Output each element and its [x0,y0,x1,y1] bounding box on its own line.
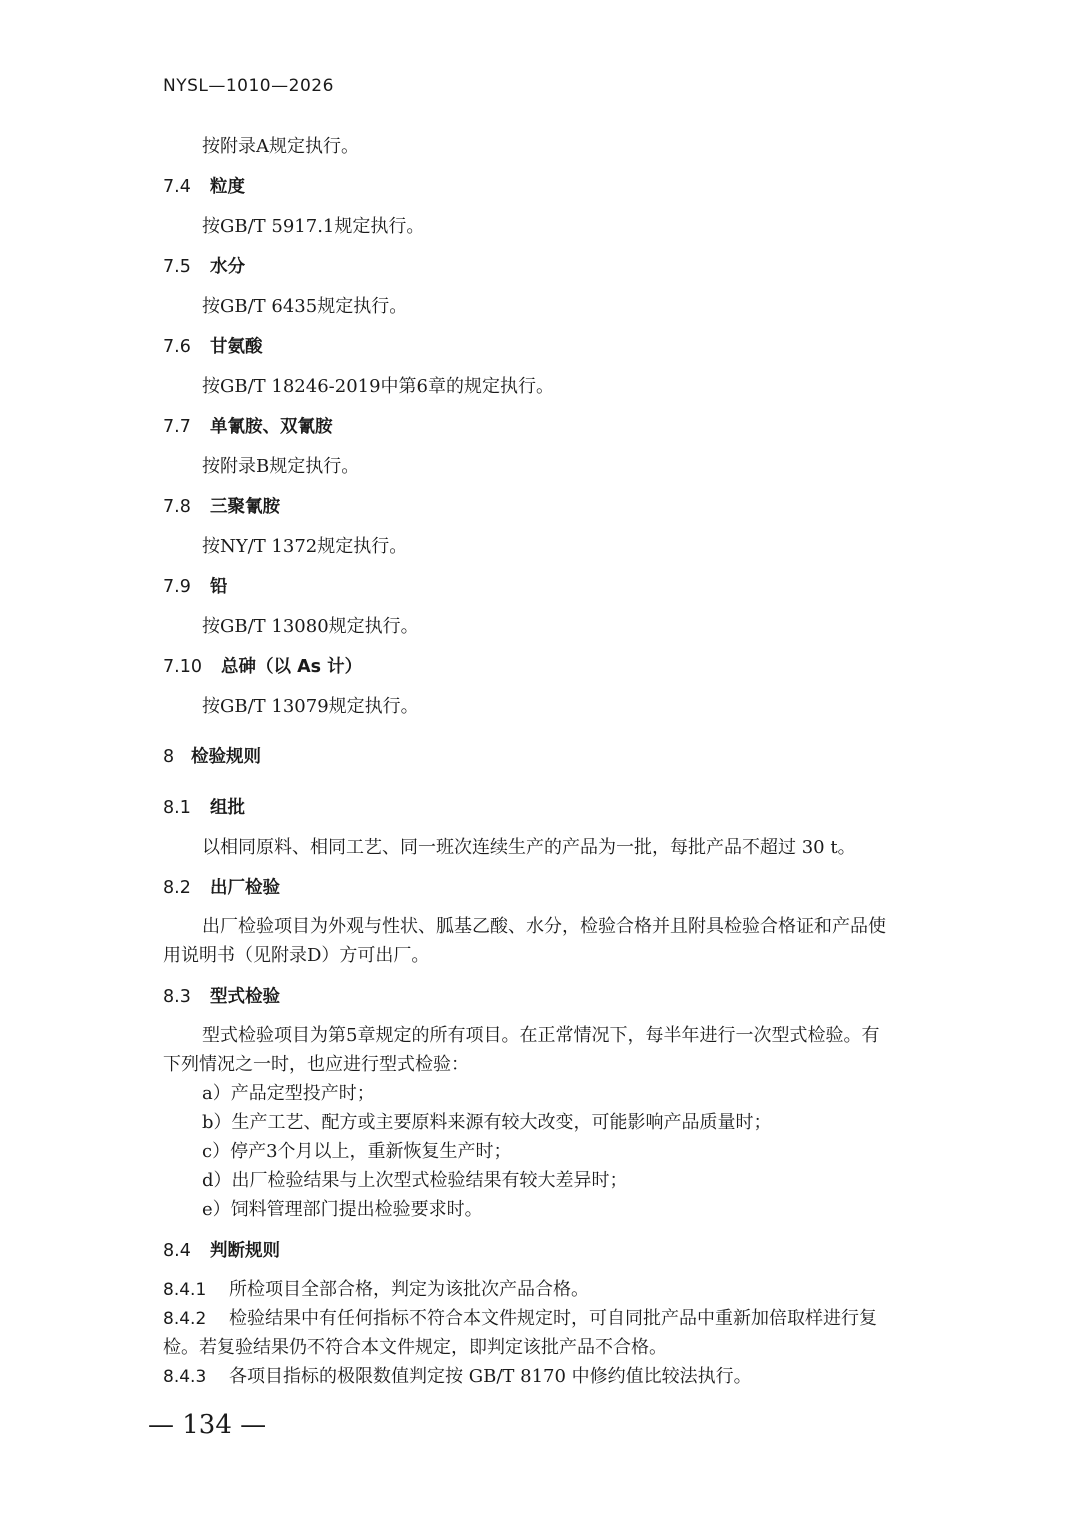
heading-8 [163,743,261,771]
rule-8-4-2 [163,1305,877,1333]
list-item: d）出厂检验结果与上次型式检验结果有较大差异时； [202,1170,628,1191]
heading-7-4 [163,173,245,201]
heading-title: 铅 [210,577,228,597]
heading-number: 7.9 [163,577,191,597]
heading-7-10 [163,653,362,681]
paragraph-7-6: 按GB/T 18246-2019中第6章的规定执行。 [202,376,555,397]
heading-number: 8.2 [163,878,191,898]
paragraph-7-9: 按GB/T 13080规定执行。 [202,616,419,637]
heading-number: 7.7 [163,417,191,437]
rule-number: 8.4.1 [163,1280,207,1300]
rule-8-4-3 [163,1363,752,1391]
rule-text: 所检项目全部合格，判定为该批次产品合格。 [229,1279,589,1300]
heading-number: 7.10 [163,657,202,677]
heading-8-1 [163,794,245,822]
paragraph-8-3-line1: 型式检验项目为第5章规定的所有项目。在正常情况下，每半年进行一次型式检验。有 [202,1025,880,1046]
paragraph-7-10: 按GB/T 13079规定执行。 [202,696,419,717]
heading-7-6 [163,333,263,361]
heading-title: 组批 [210,798,245,818]
page-number: — 134 — [148,1410,267,1440]
paragraph-7-5: 按GB/T 6435规定执行。 [202,296,408,317]
rule-text: 各项目指标的极限数值判定按 GB/T 8170 中修约值比较法执行。 [229,1366,752,1387]
list-item: b）生产工艺、配方或主要原料来源有较大改变，可能影响产品质量时； [202,1112,772,1133]
heading-8-4 [163,1237,280,1265]
heading-number: 7.5 [163,257,191,277]
heading-title: 三聚氰胺 [210,497,280,517]
heading-8-2 [163,874,280,902]
heading-title: 总砷（以 As 计） [221,657,363,677]
heading-title: 单氰胺、双氰胺 [210,417,333,437]
heading-title: 甘氨酸 [210,337,263,357]
heading-number: 8.3 [163,987,191,1007]
rule-text: 检验结果中有任何指标不符合本文件规定时，可自同批产品中重新加倍取样进行复 [229,1308,877,1329]
rule-number: 8.4.2 [163,1309,207,1329]
list-item: e）饲料管理部门提出检验要求时。 [202,1199,483,1220]
heading-title: 判断规则 [210,1241,280,1261]
heading-number: 7.8 [163,497,191,517]
heading-7-5 [163,253,245,281]
paragraph-7-4: 按GB/T 5917.1规定执行。 [202,216,425,237]
heading-7-8 [163,493,280,521]
heading-number: 7.4 [163,177,191,197]
paragraph-8-3-line2: 下列情况之一时，也应进行型式检验： [163,1054,469,1075]
heading-title: 型式检验 [210,987,280,1007]
heading-7-7 [163,413,333,441]
paragraph-8-2-line2: 用说明书（见附录D）方可出厂。 [163,945,430,966]
paragraph-7-3: 按附录A规定执行。 [202,136,359,157]
heading-number: 7.6 [163,337,191,357]
list-item: a）产品定型投产时； [202,1083,375,1104]
heading-7-9 [163,573,228,601]
document-code: NYSL—1010—2026 [163,76,334,96]
list-item: c）停产3个月以上，重新恢复生产时； [202,1141,512,1162]
heading-number: 8.4 [163,1241,191,1261]
heading-title: 出厂检验 [210,878,280,898]
paragraph-7-7: 按附录B规定执行。 [202,456,360,477]
rule-8-4-2-continuation: 检。若复验结果仍不符合本文件规定，即判定该批产品不合格。 [163,1337,667,1358]
paragraph-7-8: 按NY/T 1372规定执行。 [202,536,408,557]
paragraph-8-2-line1: 出厂检验项目为外观与性状、胍基乙酸、水分，检验合格并且附具检验合格证和产品使 [202,916,886,937]
heading-title: 粒度 [210,177,245,197]
heading-number: 8.1 [163,798,191,818]
heading-number: 8 [163,747,175,767]
heading-8-3 [163,983,280,1011]
rule-8-4-1 [163,1276,589,1304]
heading-title: 检验规则 [191,747,261,767]
paragraph-8-1: 以相同原料、相同工艺、同一班次连续生产的产品为一批，每批产品不超过 30 t。 [202,837,856,858]
rule-number: 8.4.3 [163,1367,207,1387]
heading-title: 水分 [210,257,245,277]
